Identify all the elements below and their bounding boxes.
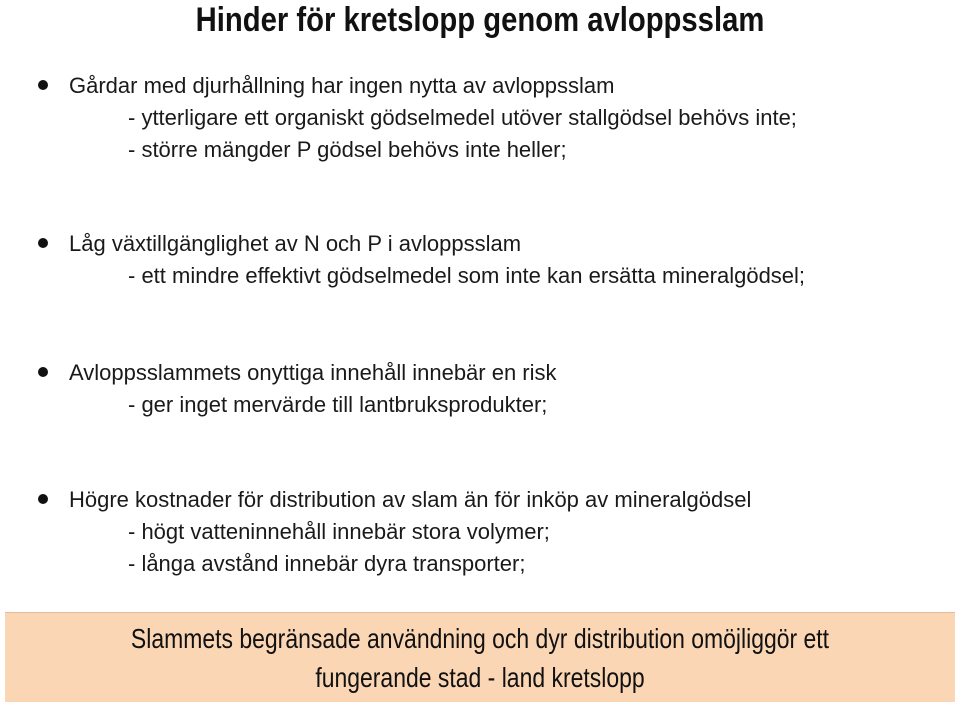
bullet-subpoint: - ger inget mervärde till lantbruksprodukter;	[128, 392, 548, 417]
bullet-item-1	[38, 70, 938, 166]
bullet-subpoint: - högt vatteninnehåll innebär stora volymer;	[128, 519, 550, 544]
slide-title: Hinder för kretslopp genom avloppsslam	[195, 1, 765, 39]
bullet-item-4	[38, 484, 938, 580]
bullet-subpoint: - ytterligare ett organiskt gödselmedel utöver stallgödsel behövs inte;	[128, 105, 797, 130]
bullet-heading: Gårdar med djurhållning har ingen nytta av avloppsslam	[69, 73, 615, 98]
bullet-heading: Högre kostnader för distribution av slam än för inköp av mineralgödsel	[69, 487, 752, 512]
conclusion-line-2: fungerande stad - land kretslopp	[315, 662, 645, 693]
bullet-item-3	[38, 357, 938, 421]
bullet-subpoint: - långa avstånd innebär dyra transporter;	[128, 551, 526, 576]
bullet-item-2	[38, 228, 938, 292]
conclusion-line-1: Slammets begränsade användning och dyr distribution omöjliggör ett	[130, 623, 830, 654]
bullet-dot-icon	[38, 80, 48, 90]
bullet-subpoint: - ett mindre effektivt gödselmedel som inte kan ersätta mineralgödsel;	[128, 263, 806, 288]
bullet-dot-icon	[38, 238, 48, 248]
bullet-subpoint: - större mängder P gödsel behövs inte heller;	[128, 137, 567, 162]
bullet-heading: Låg växtillgänglighet av N och P i avloppsslam	[69, 231, 522, 256]
conclusion-banner	[5, 612, 955, 702]
bullet-heading: Avloppsslammets onyttiga innehåll innebär en risk	[69, 360, 557, 385]
bullet-dot-icon	[38, 494, 48, 504]
bullet-dot-icon	[38, 367, 48, 377]
